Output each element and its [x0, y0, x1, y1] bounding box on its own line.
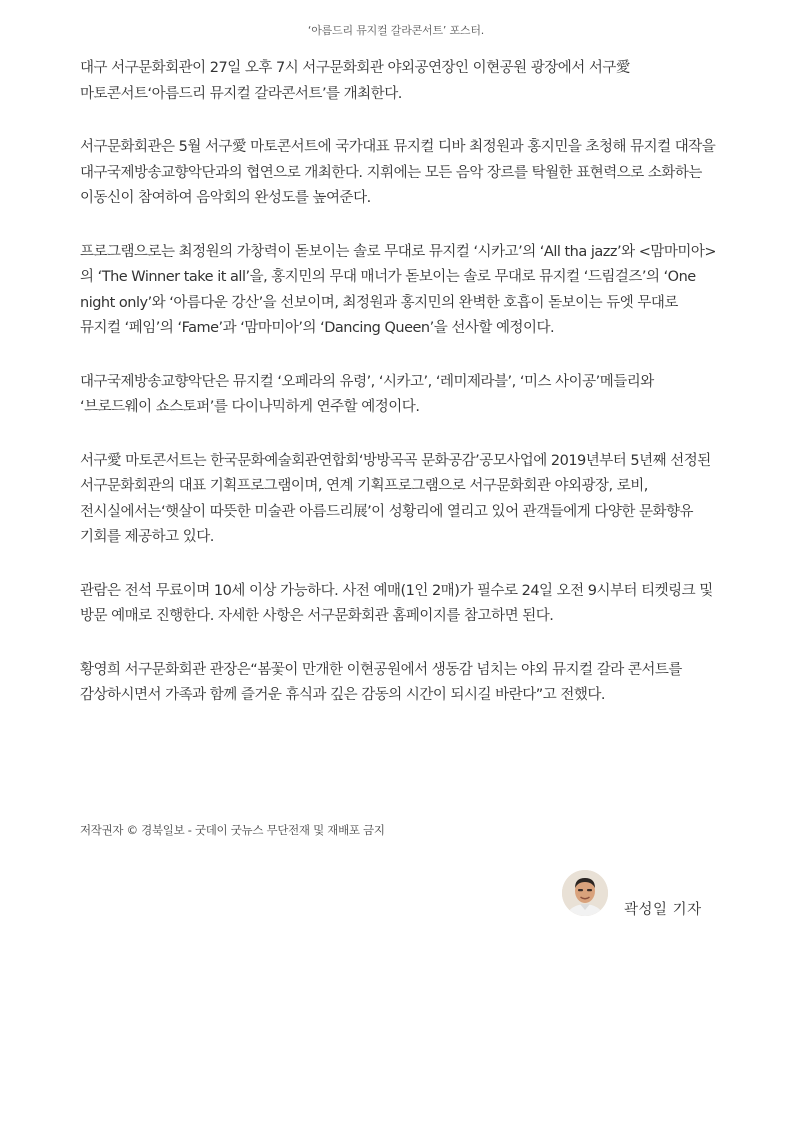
article-paragraph: 대구 서구문화회관이 27일 오후 7시 서구문화회관 야외공연장인 이현공원 광장에서 서구愛 마토콘서트‘아름드리 뮤지컬 갈라콘서트’를 개최한다. [80, 60, 630, 102]
article-paragraph: 대구국제방송교향악단은 뮤지컬 ‘오페라의 유령’, ‘시카고’, ‘레미제라블’, ‘미스 사이공’메들리와 ‘브로드웨이 쇼스토퍼’를 다이나믹하게 연주할 예정이다. [80, 373, 654, 415]
image-caption: ‘아름드리 뮤지컬 갈라콘서트’ 포스터. [307, 24, 485, 37]
reporter-byline [562, 870, 722, 920]
reporter-name[interactable]: 곽성일 기자 [624, 902, 702, 918]
article-paragraph: 관람은 전석 무료이며 10세 이상 가능하다. 사전 예매(1인 2매)가 필수로 24일 오전 9시부터 티켓링크 및 방문 예매로 진행한다. 자세한 사항은 서구문화회관 홈페이지를 참고하면 된다. [80, 582, 713, 624]
article-paragraph: 황영희 서구문화회관 관장은“봄꽃이 만개한 이현공원에서 생동감 넘치는 야외 뮤지컬 갈라 콘서트를 감상하시면서 가족과 함께 즐거운 휴식과 깊은 감동의 시간이 되시길 바란다”고 전했다. [80, 661, 682, 703]
article-paragraph: 서구문화회관은 5월 서구愛 마토콘서트에 국가대표 뮤지컬 디바 최정원과 홍지민을 초청해 뮤지컬 대작을 대구국제방송교향악단과의 협연으로 개최한다. 지휘에는 모든 음악 장르를 탁월한 표현력으로 소화하는 이동신이 참여하여 음악회의 완성도를 높여준다. [80, 139, 716, 206]
article-body [80, 56, 720, 737]
reporter-photo-icon [562, 870, 608, 916]
article-paragraph: 서구愛 마토콘서트는 한국문화예술회관연합회‘방방곡곡 문화공감’공모사업에 2019년부터 5년째 선정된 서구문화회관의 대표 기획프로그램이며, 연계 기획프로그램으로 서구문화회관 야외광장, 로비, 전시실에서는‘햇살이 따뜻한 미술관 아름드리展’이 성황리에 열리고 있어 관객들에게 다양한 문화향유 기회를 제공하고 있다. [80, 452, 711, 545]
article-paragraph: 프로그램으로는 최정원의 가창력이 돋보이는 솔로 무대로 뮤지컬 ‘시카고’의 ‘All tha jazz’와 <맘마미아>의 ‘The Winner take it all’을, 홍지민의 무대 매너가 돋보이는 솔로 무대로 뮤지컬 ‘드림걸즈’의 ‘One night only’와 ‘아름다운 강산’을 선보이며, 최정원과 홍지민의 완벽한 호흡이 돋보이는 듀엣 무대로 뮤지컬 ‘페임’의 ‘Fame’과 ‘맘마미아’의 ‘Dancing Queen’을 선사할 예정이다. [80, 243, 717, 336]
reporter-avatar [562, 870, 608, 916]
copyright-notice: 저작권자 © 경북일보 - 굿데이 굿뉴스 무단전재 및 재배포 금지 [80, 823, 385, 837]
